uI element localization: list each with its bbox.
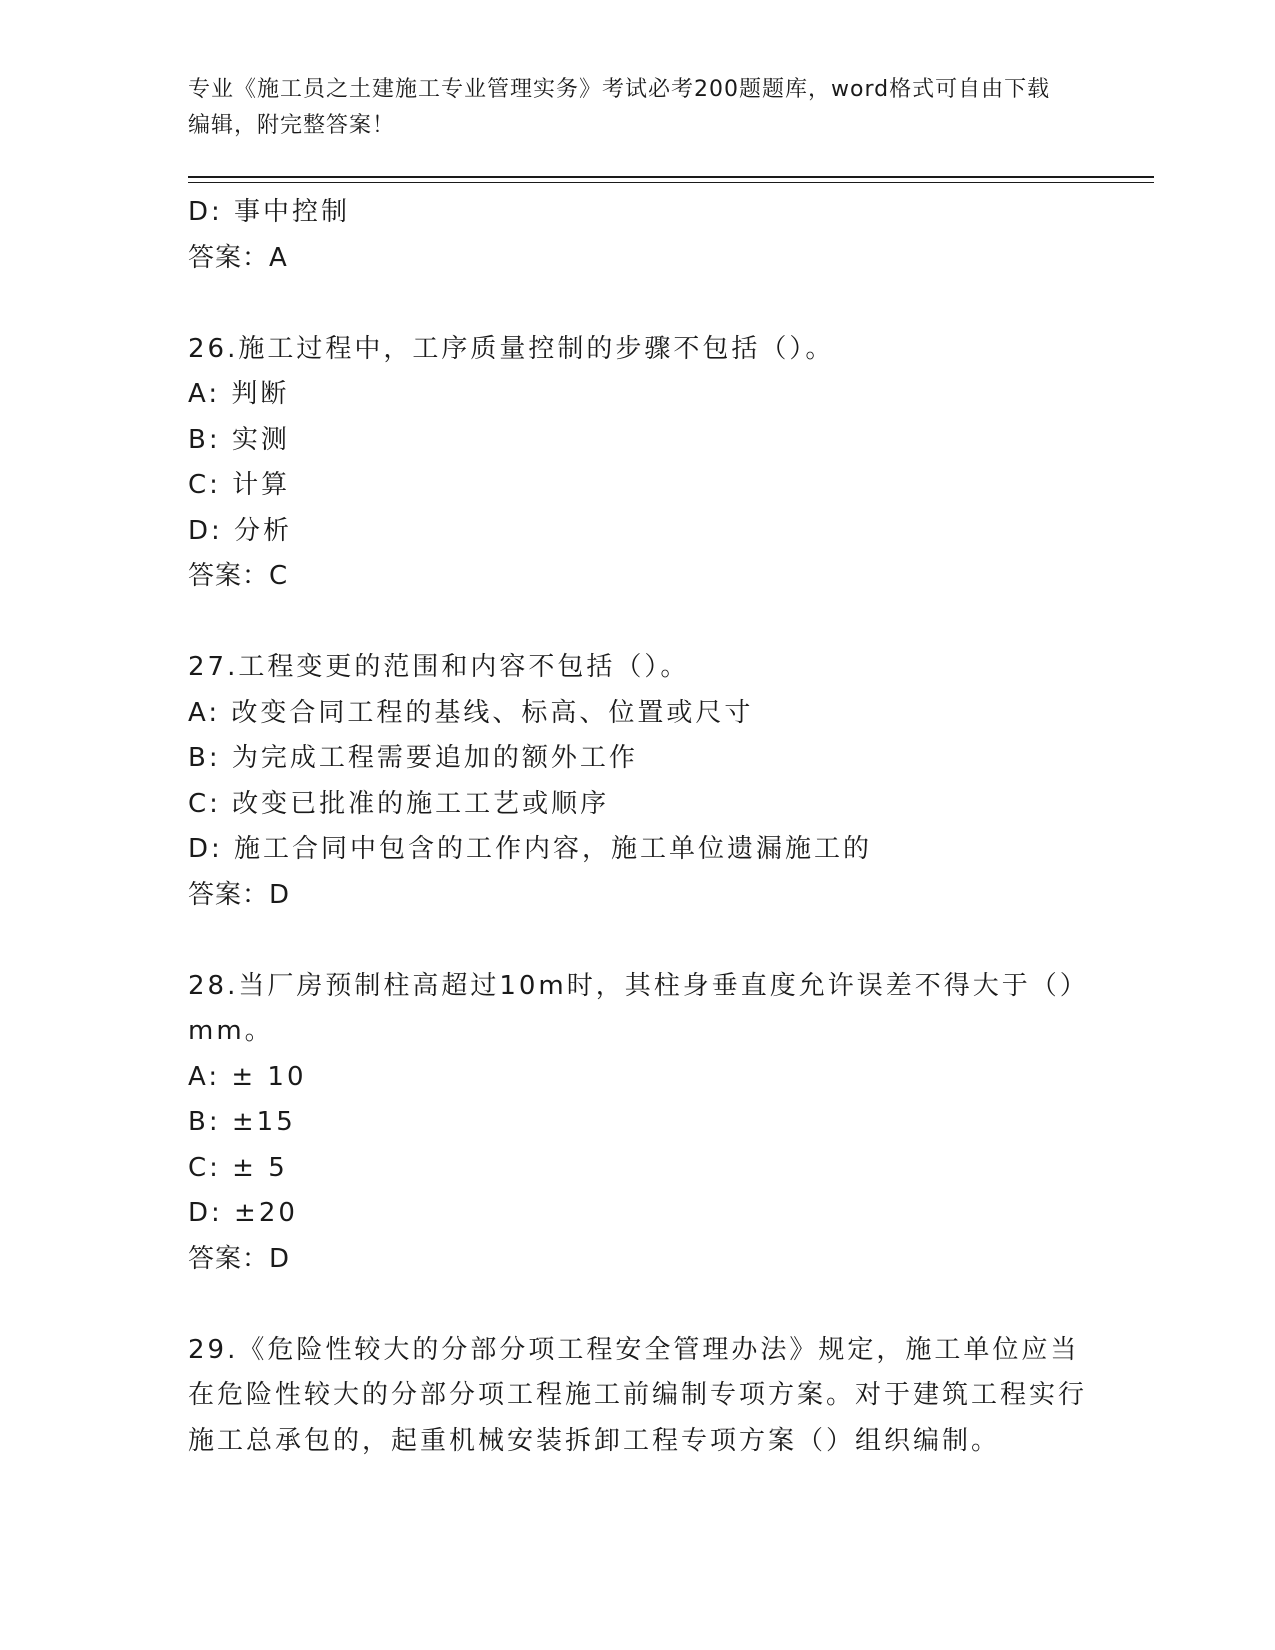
option-d: D: 施工合同中包含的工作内容，施工单位遗漏施工的	[188, 834, 873, 864]
option-b: B: ±15	[188, 1107, 296, 1137]
option-c: C: ± 5	[188, 1152, 288, 1183]
document-body	[188, 190, 1088, 1464]
option-d: D: ±20	[188, 1198, 298, 1228]
answer: 答案：C	[188, 561, 289, 591]
option-c: C: 改变已批准的施工工艺或顺序	[188, 788, 610, 819]
answer: 答案：D	[188, 879, 291, 910]
option-a: A: 判断	[188, 379, 290, 409]
option-d: D: 分析	[188, 515, 293, 546]
option-c: C: 计算	[188, 470, 291, 500]
answer: 答案：A	[188, 242, 288, 273]
header-divider-thick	[188, 176, 1154, 178]
option-b: B: 为完成工程需要追加的额外工作	[188, 743, 638, 773]
option-d: D: 事中控制	[188, 197, 351, 227]
option-b: B: 实测	[188, 424, 290, 455]
spacer	[188, 1282, 1088, 1328]
spacer	[188, 918, 1088, 964]
answer: 答案：D	[188, 1243, 291, 1274]
spacer	[188, 600, 1088, 646]
question-28: 28.当厂房预制柱高超过10m时，其柱身垂直度允许误差不得大于（）mm。	[188, 970, 1076, 1046]
header-divider-thin	[188, 182, 1154, 183]
question-26: 26.施工过程中，工序质量控制的步骤不包括（）。	[188, 333, 835, 364]
spacer	[188, 281, 1088, 327]
question-27: 27.工程变更的范围和内容不包括（）。	[188, 652, 690, 682]
option-a: A: 改变合同工程的基线、标高、位置或尺寸	[188, 697, 754, 728]
document-header: 专业《施工员之土建施工专业管理实务》考试必考200题题库，word格式可自由下载编辑，附完整答案！	[188, 77, 1051, 138]
option-a: A: ± 10	[188, 1061, 307, 1092]
question-29: 29.《危险性较大的分部分项工程安全管理办法》规定，施工单位应当在危险性较大的分部分项工程施工前编制专项方案。对于建筑工程实行施工总承包的，起重机械安装拆卸工程专项方案（）组织编制。	[188, 1334, 1088, 1456]
